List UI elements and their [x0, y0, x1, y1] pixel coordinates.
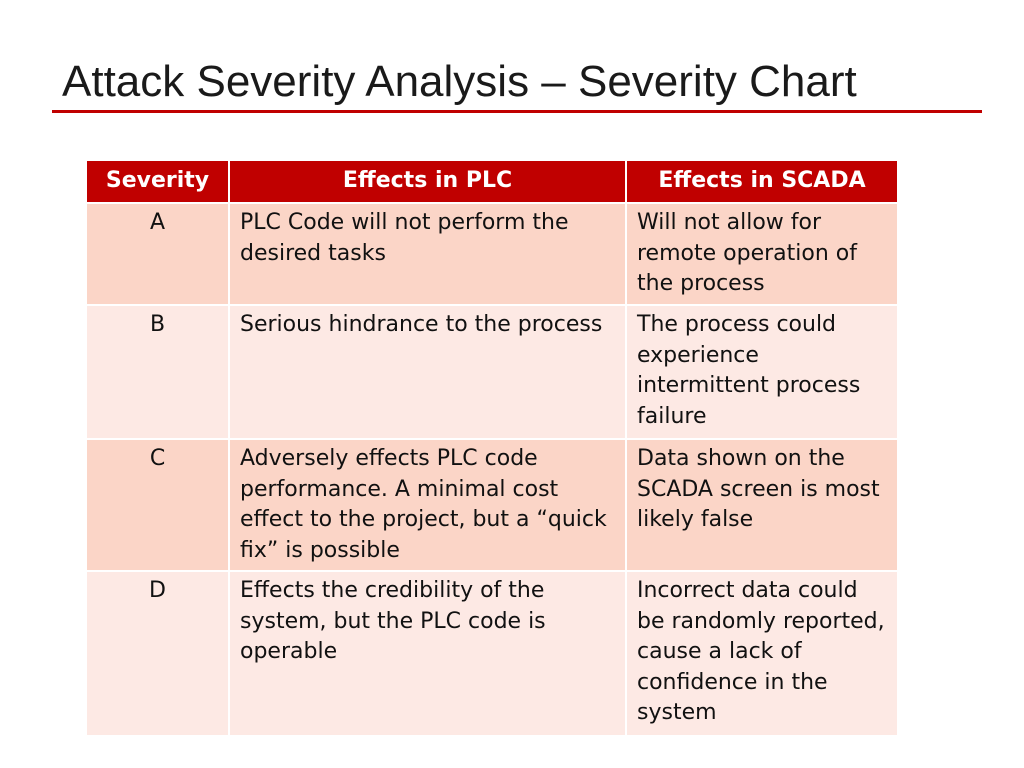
plc-effect-cell: Serious hindrance to the process: [229, 305, 626, 439]
table-row: [87, 203, 897, 305]
title-underline: [52, 110, 982, 113]
severity-cell: A: [87, 203, 229, 305]
severity-cell: C: [87, 439, 229, 571]
header-effects-scada: Effects in SCADA: [626, 161, 897, 203]
header-severity: Severity: [87, 161, 229, 203]
header-effects-plc: Effects in PLC: [229, 161, 626, 203]
scada-effect-cell: Will not allow for remote operation of the process: [626, 203, 897, 305]
table-row: [87, 439, 897, 571]
scada-effect-cell: Data shown on the SCADA screen is most likely false: [626, 439, 897, 571]
table-row: [87, 305, 897, 439]
scada-effect-cell: The process could experience intermittent process failure: [626, 305, 897, 439]
table-header-row: [87, 161, 897, 203]
severity-cell: D: [87, 571, 229, 735]
table-row: [87, 571, 897, 735]
slide-title: Attack Severity Analysis – Severity Chart: [62, 57, 857, 106]
severity-cell: B: [87, 305, 229, 439]
plc-effect-cell: Adversely effects PLC code performance. A minimal cost effect to the project, but a “quick fix” is possible: [229, 439, 626, 571]
plc-effect-cell: PLC Code will not perform the desired tasks: [229, 203, 626, 305]
scada-effect-cell: Incorrect data could be randomly reported, cause a lack of confidence in the system: [626, 571, 897, 735]
severity-table: [87, 161, 897, 735]
plc-effect-cell: Effects the credibility of the system, but the PLC code is operable: [229, 571, 626, 735]
